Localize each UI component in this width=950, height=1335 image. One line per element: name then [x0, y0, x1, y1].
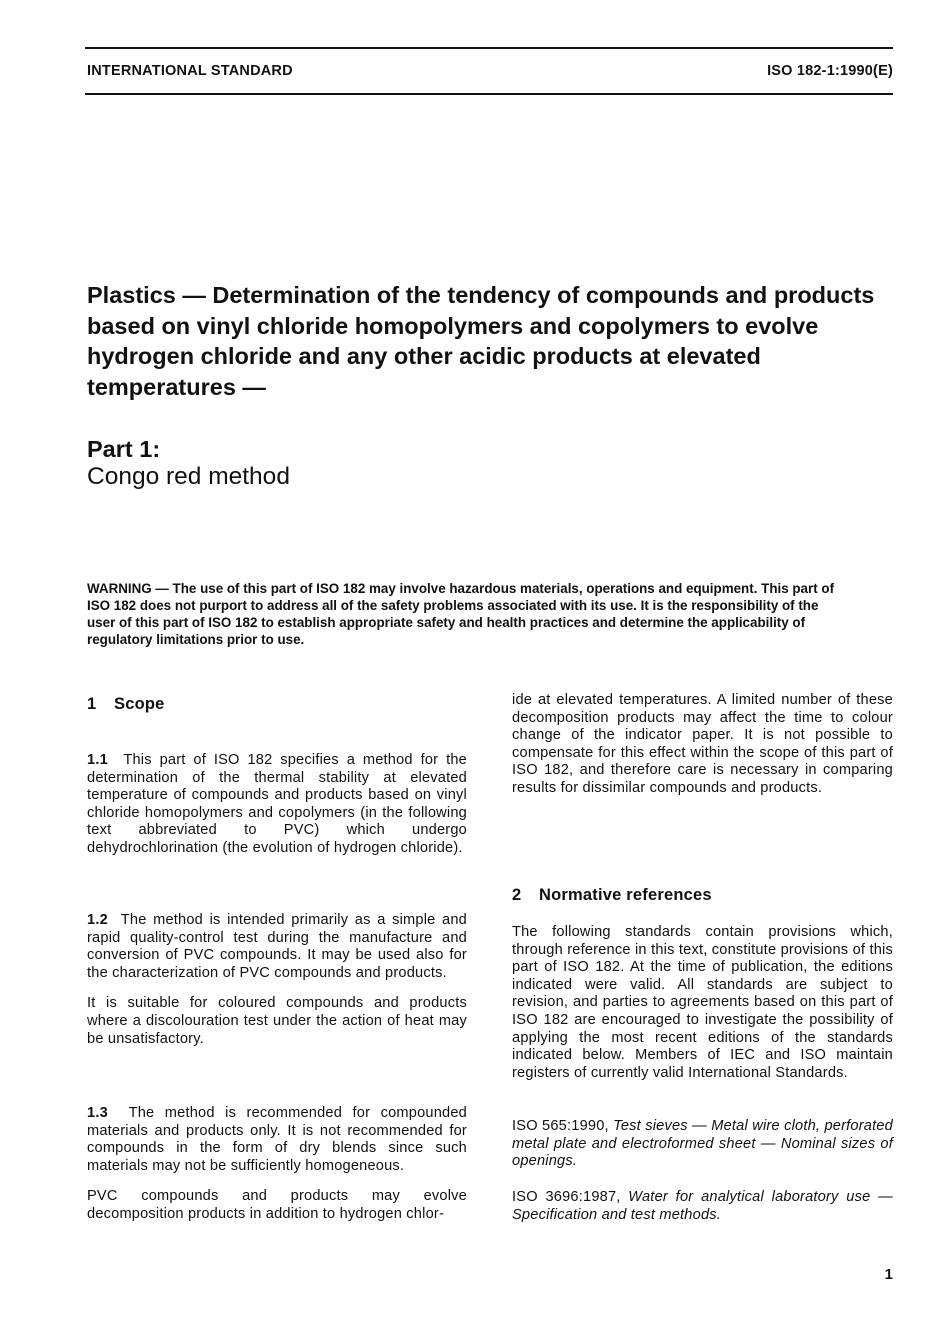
page-number: 1 [884, 1266, 893, 1283]
header-standard-number: ISO 182-1:1990(E) [767, 63, 893, 79]
clause-text: This part of ISO 182 specifies a method for the determination of the thermal stability at elevated temperature of compounds and products based on vinyl chloride homopolymers and copolymers (in the following text abbreviated to PVC) which undergo dehydrochlorination (the evolution of hydrogen chloride). [87, 752, 467, 856]
scope-heading [87, 696, 467, 714]
normative-heading [512, 887, 893, 905]
clause-1-2 [87, 912, 467, 1048]
normative-intro-text: The following standards contain provisions which, through reference in this text, constitute provisions of this part of ISO 182. At the time of publication, the editions indicated were valid. All standards are subject to revision, and parties to agreements based on this part of ISO 182 are encouraged to investigate the possibility of applying the most recent editions of the standards indicated below. Members of IEC and ISO maintain registers of currently valid International Standards. [512, 924, 893, 1081]
part-label: Part 1: [87, 436, 161, 462]
section-title: Normative references [539, 886, 712, 904]
clause-1-1 [87, 752, 467, 858]
section-number: 1 [87, 695, 97, 713]
warning-notice: WARNING — The use of this part of ISO 182 may involve hazardous materials, operations and equipment. This part of ISO 182 does not purport to address all of the safety problems associated with its use. It is the responsibility of the user of this part of ISO 182 to establish appropriate safety and health practices and determine the applicability of regulatory limitations prior to use. [87, 581, 835, 647]
reference-iso-565 [512, 1118, 893, 1171]
normative-heading-block [512, 887, 893, 905]
header-document-type: INTERNATIONAL STANDARD [87, 63, 293, 79]
clause-paragraph: PVC compounds and products may evolve decomposition products in addition to hydrogen chlor- [87, 1188, 467, 1222]
reference-code: ISO 565:1990, [512, 1118, 609, 1134]
clause-text: The method is recommended for compounded materials and products only. It is not recommended for compounds in the form of dry blends since such materials may not be sufficiently homogeneous. [87, 1105, 467, 1174]
clause-text: The method is intended primarily as a simple and rapid quality-control test during the manufacture and conversion of PVC compounds. It may be used also for the characterization of PVC compounds and products. [87, 912, 467, 981]
clause-paragraph-continued: ide at elevated temperatures. A limited number of these decomposition products may affect the time to colour change of the indicator paper. It is not possible to compensate for this effect within the scope of this part of ISO 182, and therefore care is necessary in comparing results for dissimilar compounds and products. [512, 692, 893, 796]
clause-number: 1.2 [87, 912, 108, 928]
header-rule-bottom [85, 93, 893, 95]
clause-1-3 [87, 1105, 467, 1224]
clause-paragraph: It is suitable for coloured compounds and products where a discolouration test under the action of heat may be unsatisfactory. [87, 995, 467, 1047]
section-number: 2 [512, 886, 522, 904]
section-title: Scope [114, 695, 165, 713]
clause-number: 1.1 [87, 752, 108, 768]
reference-title: Water for analytical laboratory use — Specification and test methods. [512, 1189, 893, 1223]
part-subtitle: Congo red method [87, 463, 290, 490]
clause-number: 1.3 [87, 1105, 108, 1121]
scope-heading-block [87, 696, 467, 714]
normative-intro [512, 924, 893, 1082]
document-title: Plastics — Determination of the tendency of compounds and products based on vinyl chloride homopolymers and copolymers to evolve hydrogen chloride and any other acidic products at elevated temperatures — [87, 282, 875, 400]
clause-1-3-continued [512, 692, 893, 798]
reference-title: Test sieves — Metal wire cloth, perforated metal plate and electroformed sheet — Nominal sizes of openings. [512, 1118, 893, 1170]
reference-iso-3696 [512, 1189, 893, 1224]
reference-code: ISO 3696:1987, [512, 1189, 621, 1205]
header-rule-top [85, 47, 893, 49]
